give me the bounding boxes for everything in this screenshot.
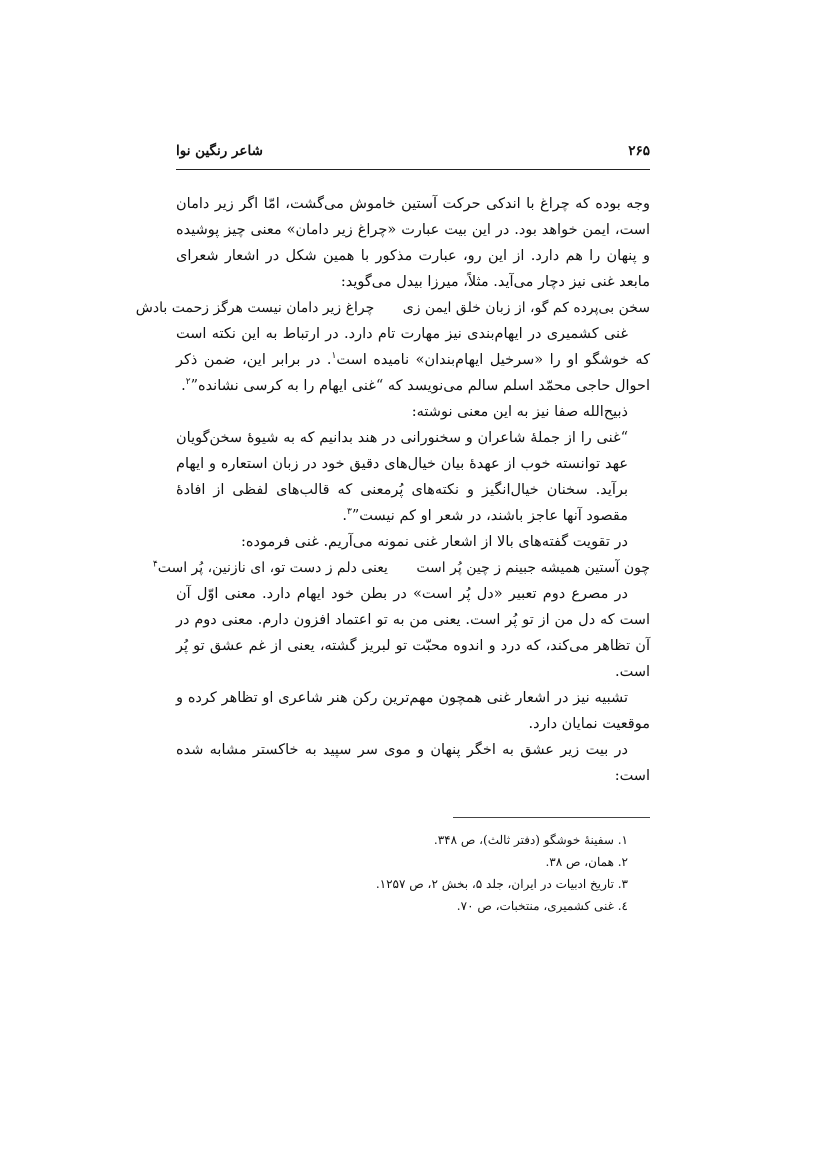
- footnotes: [176, 829, 650, 917]
- page-number: ۲۶۵: [628, 143, 650, 159]
- verse-1: [135, 295, 650, 321]
- paragraph-5: در مصرع دوم تعبیر «دل پُر است» در بطن خود ایهام دارد. معنی اوّل آن است که دل من از تو پُر است. یعنی من به تو اعتماد افزون دارم. معنی دوم در آن تظاهر می‌کند، که درد و اندوه محبّت تو لبریز گشته، یعنی از غم عشق تو پُر است.: [176, 586, 650, 680]
- paragraph-2-text-c: .: [181, 378, 186, 394]
- footnote-2: ۲. همان، ص ۳۸.: [545, 855, 628, 869]
- verse-2: [152, 555, 650, 581]
- footnote-rule: [453, 817, 650, 818]
- quote-text: “غنی را از جملهٔ شاعران و سخنورانی در هند بدانیم که به شیوهٔ سخن‌گویان عهد توانسته خوب از عهدهٔ بیان خیال‌های دقیق خود در زبان استعاره و ایهام برآید. سخنان خیال‌انگیز و نکته‌های پُرمعنی که قالب‌های لفظی از افادهٔ مقصود آنها عاجز باشند، در شعر او کم نیست”: [176, 430, 628, 524]
- verse-1-hemistich-2: چراغ زیر دامان نیست هرگز زحمت بادش: [135, 300, 375, 316]
- verse-1-hemistich-1: سخن بی‌پرده کم گو، از زبان خلق ایمن زی: [402, 300, 650, 316]
- footnote-3: ۳. تاریخ ادبیات در ایران، جلد ۵، بخش ۲، ص ۱۲۵۷.: [375, 877, 628, 891]
- verse-2-hemistich-2: [153, 555, 388, 581]
- paragraph-2: [176, 321, 650, 399]
- footnote-1: ۱. سفینهٔ خوشگو (دفتر ثالث)، ص ۳۴۸.: [433, 833, 628, 847]
- paragraph-2-text-b: . در برابر این، ضمن ذکر احوال حاجی محمّد اسلم سالم می‌نویسد که “غنی ایهام را به کرسی نشانده”: [176, 352, 650, 394]
- footnote-ref-4[interactable]: ۴: [152, 559, 158, 570]
- verse-2-hemistich-1: چون آستین همیشه جبینم ز چین پُر است: [416, 560, 650, 576]
- running-title: شاعر رنگین نوا: [176, 143, 263, 159]
- block-quote: [176, 425, 650, 529]
- footnote-ref-3[interactable]: ۳: [347, 507, 352, 518]
- footnote-ref-1[interactable]: ۱: [331, 351, 337, 362]
- paragraph-6: تشبیه نیز در اشعار غنی همچون مهم‌ترین رکن هنر شاعری او تظاهر کرده و موقعیت نمایان دارد.: [176, 690, 650, 732]
- main-text: [135, 191, 650, 789]
- paragraph-4: در تقویت گفته‌های بالا از اشعار غنی نمونه می‌آریم. غنی فرموده:: [241, 534, 628, 550]
- paragraph-3: ذبیح‌الله صفا نیز به این معنی نوشته:: [411, 404, 628, 420]
- paragraph-7: در بیت زیر عشق به اخگر پنهان و موی سر سپید به خاکستر مشابه شده است:: [176, 742, 650, 784]
- footnote-4: ٤. غنی کشمیری، منتخبات، ص ۷۰.: [456, 899, 628, 913]
- paragraph-2-text-a: غنی کشمیری در ایهام‌بندی نیز مهارت تام دارد. در ارتباط به این نکته است که خوشگو او را «سرخیل ایهام‌بندان» نامیده است: [176, 326, 650, 368]
- verse-2-hemistich-2-text: یعنی دلم ز دست تو، ای نازنین، پُر است: [157, 560, 388, 576]
- footnote-ref-2[interactable]: ۲: [185, 377, 191, 388]
- page-header: [176, 143, 650, 163]
- header-rule: [176, 169, 650, 170]
- quote-end: .: [342, 508, 347, 524]
- paragraph-1: وجه بوده که چراغ با اندکی حرکت آستین خاموش می‌گشت، امّا اگر زیر دامان است، ایمن خواهد بود. در این بیت عبارت «چراغ زیر دامان» معنی چیز پوشیده و پنهان را هم دارد. از این رو، عبارت مذکور با همین شکل در اشعار شعرای مابعد غنی نیز دچار می‌آید. مثلاً، میرزا بیدل می‌گوید:: [176, 196, 650, 290]
